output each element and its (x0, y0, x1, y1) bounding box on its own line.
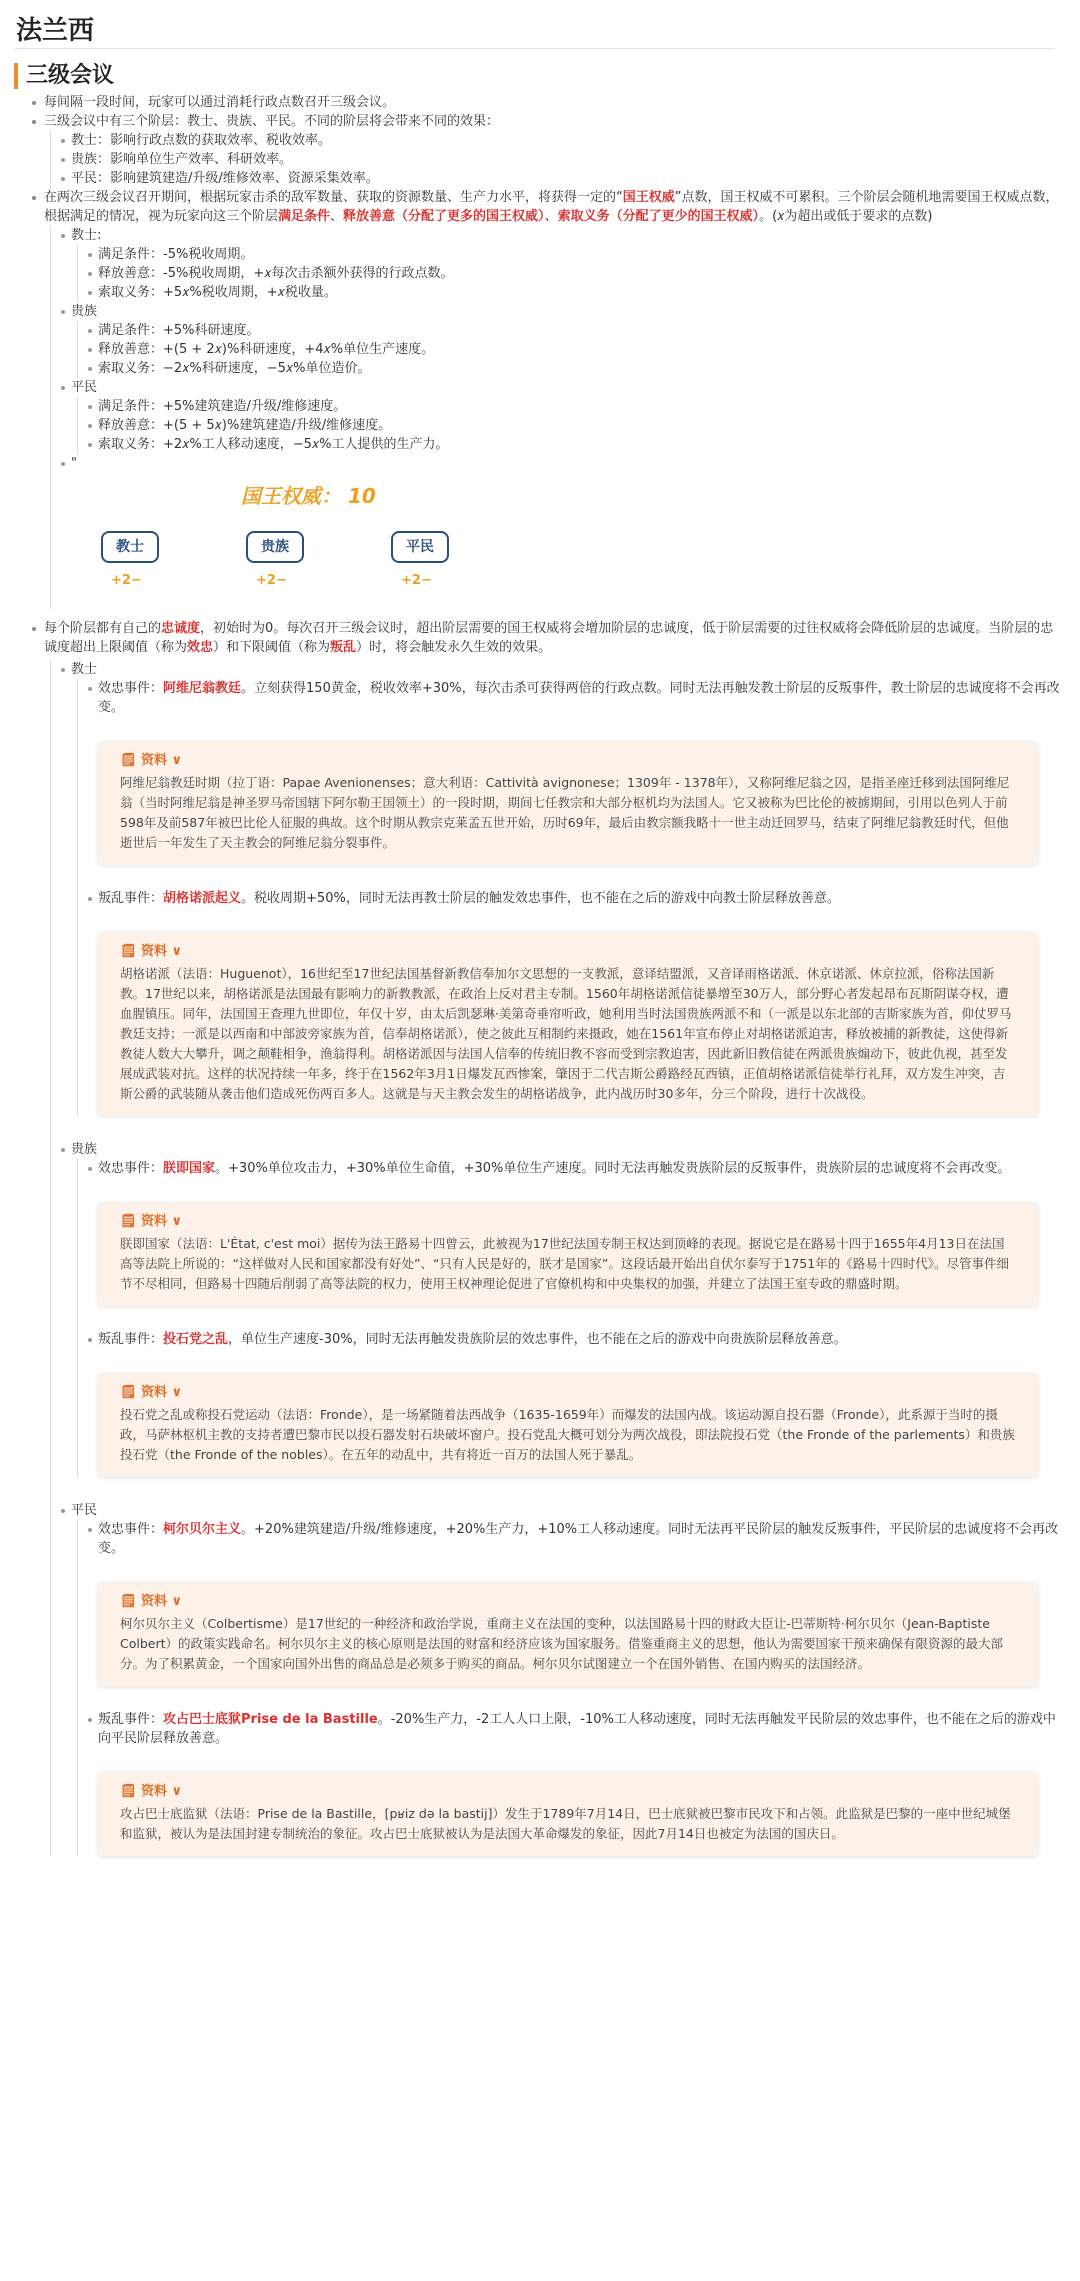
event-name: 攻占巴士底狱Prise de la Bastille (163, 1712, 378, 1727)
nobility-box: 贵族 (246, 531, 304, 563)
list-item: 满足条件：+5%建筑建造/升级/维修速度。 (78, 397, 1064, 416)
event-item: 效忠事件：柯尔贝尔主义。+20%建筑建造/升级/维修速度，+20%生产力，+10%工人移动速度。同时无法再平民阶层的触发反叛事件，平民阶层的忠诚度将不会再改变。 🗒 资料 ∨ 柯尔贝尔主义（Colbertisme）是17世纪的一种经济和政治学说，重商主义在法国的变种，以法国路易十四的财政大臣让-巴蒂斯特·柯尔贝尔（Jean-Baptiste Colbert）的政策实践命名。柯尔贝尔主义的核心原则是法国的财富和经济应该为国家服务。借鉴重商主义的思想，他认为需要国家干预来确保有限资源的最大部分。为了积累黄金，一个国家向国外出售的商品总是必须多于购买的商品。柯尔贝尔试图建立一个在国外销售、在国内购买的法国经济。 (78, 1520, 1064, 1686)
event-name: 朕即国家 (163, 1161, 216, 1176)
commoners-value: +2− (401, 573, 432, 588)
list-item: 满足条件：+5%科研速度。 (78, 321, 1064, 340)
document-icon: 🗒 (120, 944, 142, 959)
list-item: 在两次三级会议召开期间，根据玩家击杀的敌军数量、获取的资源数量、生产力水平，将获得一定的“国王权威”点数，国王权威不可累积。三个阶层会随机地需要国王权威点数，根据满足的情况，视为玩家向这三个阶层满足条件、释放善意（分配了更多的国王权威）、索取义务（分配了更少的国王权威）。(𝑥为超出或低于要求的点数) 教士: 满足条件：-5%税收周期。 释放善意：-5%税收周期，+𝑥每次击杀额外获得的行政点数。 索取义务：+5𝑥%税收周期，+𝑥税收量。 贵族 满足条件：+5%科研速度。 释放善意：+(5 + 2𝑥)%科研速度，+4𝑥%单位生产速度。 索取义务：−2𝑥%科研速度，−5𝑥%单位造价。 平民 满足条件：+5%建筑建造/升级/维修速度。 释放善意：+(5 + 5𝑥)%建筑建造/升级/维修速度。 索取义务：+2𝑥%工人移动速度，−5𝑥%工人提供的生产力。 " 国王权威： 10 教士 贵族 平民 +2− +2− +2− (14, 188, 1064, 609)
callout-toggle[interactable]: 🗒 资料 ∨ (120, 753, 183, 768)
event-name: 阿维尼翁教廷 (163, 681, 242, 696)
info-callout: 🗒 资料 ∨ 胡格诺派（法语：Huguenot），16世纪至17世纪法国基督新教信奉加尔文思想的一支教派，意译结盟派，又音译雨格诺派、休京诺派、休京拉派，俗称法国新教。17世纪以来，胡格诺派是法国最有影响力的新教教派，在政治上反对君主专制。1560年胡格诺派信徒暴增至30万人，部分野心者发起昂布瓦斯阴谋夺权，遭血腥镇压。同年，法国国王查理九世即位，年仅十岁，由太后凯瑟琳·美第奇垂帘听政，她利用当时法国贵族两派不和（一派是以东北部的吉斯家族为首，仰仗罗马教廷支持；一派是以西南和中部波旁家族为首，信奉胡格诺派），使之彼此互相制约来摄政，她在1561年宣布停止对胡格诺派迫害，释放被捕的新教徒，这使得新教徒人数大大攀升，调之颠鞋相争，渔翁得利。胡格诺派因与法国人信奉的传统旧教不容而受到宗教迫害，因此新旧教信徒在两派贵族煽动下，彼此仇视，甚至发展成武装对抗。这样的状况持续一年多，终于在1562年3月1日爆发瓦西惨案，肇因于二代吉斯公爵路经瓦西镇，正值胡格诺派信徒举行礼拜，双方发生冲突，吉斯公爵的武装随从袭击他们造成死伤两百多人。这就是与天主教会发生的胡格诺战争，此内战历时30多年，分三个阶段，进行十次战役。 (98, 932, 1038, 1116)
document-icon: 🗒 (120, 1385, 142, 1400)
callout-toggle[interactable]: 🗒 资料 ∨ (120, 1594, 183, 1609)
info-callout: 🗒 资料 ∨ 朕即国家（法语：L'État, c'est moi）据传为法王路易十四曾云，此被视为17世纪法国专制王权达到顶峰的表现。据说它是在路易十四于1655年4月13日在法国高等法院上所说的：“这样做对人民和国家都没有好处”、“只有人民是好的，朕才是国家”。这段话最开始出自伏尔泰写于1751年的《路易十四时代》。尽管事件细节不尽相同，但路易十四随后削弱了高等法院的权力，使用王权神理论促进了官僚机构和中央集权的加强，并建立了法国王室专政的鼎盛时期。 (98, 1202, 1038, 1306)
list-item: 索取义务：+5𝑥%税收周期，+𝑥税收量。 (78, 283, 1064, 302)
info-callout: 🗒 资料 ∨ 柯尔贝尔主义（Colbertisme）是17世纪的一种经济和政治学说，重商主义在法国的变种，以法国路易十四的财政大臣让-巴蒂斯特·柯尔贝尔（Jean-Baptiste Colbert）的政策实践命名。柯尔贝尔主义的核心原则是法国的财富和经济应该为国家服务。借鉴重商主义的思想，他认为需要国家干预来确保有限资源的最大部分。为了积累黄金，一个国家向国外出售的商品总是必须多于购买的商品。柯尔贝尔试图建立一个在国外销售、在国内购买的法国经济。 (98, 1582, 1038, 1686)
list-item: 释放善意：-5%税收周期，+𝑥每次击杀额外获得的行政点数。 (78, 264, 1064, 283)
callout-toggle[interactable]: 🗒 资料 ∨ (120, 1784, 183, 1799)
page-title: 法兰西 (16, 16, 95, 46)
list-item: 释放善意：+(5 + 5𝑥)%建筑建造/升级/维修速度。 (78, 416, 1064, 435)
event-name: 胡格诺派起义 (163, 891, 242, 906)
list-item: 索取义务：−2𝑥%科研速度，−5𝑥%单位造价。 (78, 359, 1064, 378)
estate-clergy: 教士: 满足条件：-5%税收周期。 释放善意：-5%税收周期，+𝑥每次击杀额外获得的行政点数。 索取义务：+5𝑥%税收周期，+𝑥税收量。 (51, 226, 1064, 302)
list-item: 索取义务：+2𝑥%工人移动速度，−5𝑥%工人提供的生产力。 (78, 435, 1064, 454)
document-page (14, 0, 1064, 1880)
event-name: 投石党之乱 (163, 1332, 229, 1347)
event-name: 柯尔贝尔主义 (163, 1522, 242, 1537)
event-item: 效忠事件：阿维尼翁教廷。立刻获得150黄金，税收效率+30%，每次击杀可获得两倍的行政点数。同时无法再触发教士阶层的反叛事件，教士阶层的忠诚度将不会再改变。 🗒 资料 ∨ 阿维尼翁教廷时期（拉丁语：Papae Avenionenses；意大利语：Cattività avignonese；1309年 - 1378年），又称阿维尼翁之囚，是指圣座迁移到法国阿维尼翁（当时阿维尼翁是神圣罗马帝国辖下阿尔勒王国领土）的一段时期，期间七任教宗和大部分枢机均为法国人。它又被称为巴比伦的被掳期间，引用以色列人于前598年及前587年被巴比伦人征服的典故。这个时期从教宗克莱孟五世开始，历时69年，最后由教宗额我略十一世主动迁回罗马，结束了阿维尼翁教廷时代，但他逝世后一年发生了天主教会的阿维尼翁分裂事件。 (78, 679, 1064, 865)
list-item: 教士：影响行政点数的获取效率、税收效率。 (51, 131, 1064, 150)
estate-effects-list (50, 131, 1064, 188)
document-icon: 🗒 (120, 753, 142, 768)
estate-rules-list (50, 226, 1064, 609)
document-icon: 🗒 (120, 1214, 142, 1229)
title-divider (14, 48, 1054, 49)
callout-toggle[interactable]: 🗒 资料 ∨ (120, 944, 183, 959)
callout-toggle[interactable]: 🗒 资料 ∨ (120, 1385, 183, 1400)
group-clergy: 教士 效忠事件：阿维尼翁教廷。立刻获得150黄金，税收效率+30%，每次击杀可获得两倍的行政点数。同时无法再触发教士阶层的反叛事件，教士阶层的忠诚度将不会再改变。 🗒 资料 ∨ 阿维尼翁教廷时期（拉丁语：Papae Avenionenses；意大利语：Cattività avignonese；1309年 - 1378年），又称阿维尼翁之囚，是指圣座迁移到法国阿维尼翁（当时阿维尼翁是神圣罗马帝国辖下阿尔勒王国领土）的一段时期，期间七任教宗和大部分枢机均为法国人。它又被称为巴比伦的被掳期间，引用以色列人于前598年及前587年被巴比伦人征服的典故。这个时期从教宗克莱孟五世开始，历时69年，最后由教宗额我略十一世主动迁回罗马，结束了阿维尼翁教廷时代，但他逝世后一年发生了天主教会的阿维尼翁分裂事件。 叛乱事件：胡格诺派起义。税收周期+50%，同时无法再教士阶层的触发效忠事件，也不能在之后的游戏中向教士阶层释放善意。 🗒 资料 ∨ 胡格诺派（法语：Huguenot），16世纪至17世纪法国基督新教信奉加尔文思想的一支教派，意译结盟派，又音译雨格诺派、休京诺派、休京拉派，俗称法国新教。17世纪以来，胡格诺派是法国最有影响力的新教教派，在政治上反对君主专制。1560年胡格诺派信徒暴增至30万人，部分野心者发起昂布瓦斯阴谋夺权，遭血腥镇压。同年，法国国王查理九世即位，年仅十岁，由太后凯瑟琳·美第奇垂帘听政，她利用当时法国贵族两派不和（一派是以东北部的吉斯家族为首，仰仗罗马教廷支持；一派是以西南和中部波旁家族为首，信奉胡格诺派），使之彼此互相制约来摄政，她在1561年宣布停止对胡格诺派迫害，释放被捕的新教徒，这使得新教徒人数大大攀升，调之颠鞋相争，渔翁得利。胡格诺派因与法国人信奉的传统旧教不容而受到宗教迫害，因此新旧教信徒在两派贵族煽动下，彼此仇视，甚至发展成武装对抗。这样的状况持续一年多，终于在1562年3月1日爆发瓦西惨案，肇因于二代吉斯公爵路经瓦西镇，正值胡格诺派信徒举行礼拜，双方发生冲突，吉斯公爵的武装随从袭击他们造成死伤两百多人。这就是与天主教会发生的胡格诺战争，此内战历时30多年，分三个阶段，进行十次战役。 (51, 660, 1064, 1116)
info-callout: 🗒 资料 ∨ 阿维尼翁教廷时期（拉丁语：Papae Avenionenses；意大利语：Cattività avignonese；1309年 - 1378年），又称阿维尼翁之囚，是指圣座迁移到法国阿维尼翁（当时阿维尼翁是神圣罗马帝国辖下阿尔勒王国领土）的一段时期，期间七任教宗和大部分枢机均为法国人。它又被称为巴比伦的被掳期间，引用以色列人于前598年及前587年被巴比伦人征服的典故。这个时期从教宗克莱孟五世开始，历时69年，最后由教宗额我略十一世主动迁回罗马，结束了阿维尼翁教廷时代，但他逝世后一年发生了天主教会的阿维尼翁分裂事件。 (98, 741, 1038, 865)
list-item: 每间隔一段时间，玩家可以通过消耗行政点数召开三级会议。 (14, 93, 1064, 112)
estate-commoners: 平民 满足条件：+5%建筑建造/升级/维修速度。 释放善意：+(5 + 5𝑥)%建筑建造/升级/维修速度。 索取义务：+2𝑥%工人移动速度，−5𝑥%工人提供的生产力。 (51, 378, 1064, 454)
estate-nobility: 贵族 满足条件：+5%科研速度。 释放善意：+(5 + 2𝑥)%科研速度，+4𝑥%单位生产速度。 索取义务：−2𝑥%科研速度，−5𝑥%单位造价。 (51, 302, 1064, 378)
info-callout: 🗒 资料 ∨ 投石党之乱或称投石党运动（法语：Fronde），是一场紧随着法西战争（1635-1659年）而爆发的法国内战。该运动源自投石器（Fronde），此系源于当时的摄政，马萨林枢机主教的支持者遭巴黎市民以投石器发射石块破坏窗户。投石党乱大概可划分为两次战役，即法院投石党（the Fronde of the parlements）和贵族投石党（the Fronde of the nobles）。在五年的动乱中，共有将近一百万的法国人死于暴乱。 (98, 1373, 1038, 1477)
main-list (14, 93, 1064, 1856)
royal-authority-label: 国王权威： 10 (241, 484, 376, 508)
event-item: 效忠事件：朕即国家。+30%单位攻击力，+30%单位生命值，+30%单位生产速度。同时无法再触发贵族阶层的反叛事件，贵族阶层的忠诚度将不会再改变。 🗒 资料 ∨ 朕即国家（法语：L'État, c'est moi）据传为法王路易十四曾云，此被视为17世纪法国专制王权达到顶峰的表现。据说它是在路易十四于1655年4月13日在法国高等法院上所说的：“这样做对人民和国家都没有好处”、“只有人民是好的，朕才是国家”。这段话最开始出自伏尔泰写于1751年的《路易十四时代》。尽管事件细节不尽相同，但路易十四随后削弱了高等法院的权力，使用王权神理论促进了官僚机构和中央集权的加强，并建立了法国王室专政的鼎盛时期。 (78, 1159, 1064, 1306)
info-callout: 🗒 资料 ∨ 攻占巴士底监狱（法语：Prise de la Bastille，[pʁiz də la bastij]）发生于1789年7月14日，巴士底狱被巴黎市民攻下和占领。此监狱是巴黎的一座中世纪城堡和监狱，被认为是法国封建专制统治的象征。攻占巴士底狱被认为是法国大革命爆发的象征，因此7月14日也被定为法国的国庆日。 (98, 1772, 1038, 1856)
list-item: 平民：影响建筑建造/升级/维修效率、资源采集效率。 (51, 169, 1064, 188)
list-item: 每个阶层都有自己的忠诚度，初始时为0。每次召开三级会议时，超出阶层需要的国王权威将会增加阶层的忠诚度，低于阶层需要的过往权威将会降低阶层的忠诚度。当阶层的忠诚度超出上限阈值（称为效忠）和下限阈值（称为叛乱）时，将会触发永久生效的效果。 教士 效忠事件：阿维尼翁教廷。立刻获得150黄金，税收效率+30%，每次击杀可获得两倍的行政点数。同时无法再触发教士阶层的反叛事件，教士阶层的忠诚度将不会再改变。 🗒 资料 ∨ 阿维尼翁教廷时期（拉丁语：Papae Avenionenses；意大利语：Cattività avignonese；1309年 - 1378年），又称阿维尼翁之囚，是指圣座迁移到法国阿维尼翁（当时阿维尼翁是神圣罗马帝国辖下阿尔勒王国领土）的一段时期，期间七任教宗和大部分枢机均为法国人。它又被称为巴比伦的被掳期间，引用以色列人于前598年及前587年被巴比伦人征服的典故。这个时期从教宗克莱孟五世开始，历时69年，最后由教宗额我略十一世主动迁回罗马，结束了阿维尼翁教廷时代，但他逝世后一年发生了天主教会的阿维尼翁分裂事件。 叛乱事件：胡格诺派起义。税收周期+50%，同时无法再教士阶层的触发效忠事件，也不能在之后的游戏中向教士阶层释放善意。 🗒 资料 ∨ 胡格诺派（法语：Huguenot），16世纪至17世纪法国基督新教信奉加尔文思想的一支教派，意译结盟派，又音译雨格诺派、休京诺派、休京拉派，俗称法国新教。17世纪以来，胡格诺派是法国最有影响力的新教教派，在政治上反对君主专制。1560年胡格诺派信徒暴增至30万人，部分野心者发起昂布瓦斯阴谋夺权，遭血腥镇压。同年，法国国王查理九世即位，年仅十岁，由太后凯瑟琳·美第奇垂帘听政，她利用当时法国贵族两派不和（一派是以东北部的吉斯家族为首，仰仗罗马教廷支持；一派是以西南和中部波旁家族为首，信奉胡格诺派），使之彼此互相制约来摄政，她在1561年宣布停止对胡格诺派迫害，释放被捕的新教徒，这使得新教徒人数大大攀升，调之颠鞋相争，渔翁得利。胡格诺派因与法国人信奉的传统旧教不容而受到宗教迫害，因此新旧教信徒在两派贵族煽动下，彼此仇视，甚至发展成武装对抗。这样的状况持续一年多，终于在1562年3月1日爆发瓦西惨案，肇因于二代吉斯公爵路经瓦西镇，正值胡格诺派信徒举行礼拜，双方发生冲突，吉斯公爵的武装随从袭击他们造成死伤两百多人。这就是与天主教会发生的胡格诺战争，此内战历时30多年，分三个阶段，进行十次战役。 贵族 效忠事件：朕即国家。+30%单位攻击力，+30%单位生命值，+30%单位生产速度。同时无法再触发贵族阶层的反叛事件，贵族阶层的忠诚度将不会再改变。 🗒 资料 ∨ 朕即国家（法语：L'État, c'est moi）据传为法王路易十四曾云，此被视为17世纪法国专制王权达到顶峰的表现。据说它是在路易十四于1655年4月13日在法国高等法院上所说的：“这样做对人民和国家都没有好处”、“只有人民是好的，朕才是国家”。这段话最开始出自伏尔泰写于1751年的《路易十四时代》。尽管事件细节不尽相同，但路易十四随后削弱了高等法院的权力，使用王权神理论促进了官僚机构和中央集权的加强，并建立了法国王室专政的鼎盛时期。 叛乱事件：投石党之乱，单位生产速度-30%，同时无法再触发贵族阶层的效忠事件，也不能在之后的游戏中向贵族阶层释放善意。 🗒 资料 ∨ 投石党之乱或称投石党运动（法语：Fronde），是一场紧随着法西战争（1635-1659年）而爆发的法国内战。该运动源自投石器（Fronde），此系源于当时的摄政，马萨林枢机主教的支持者遭巴黎市民以投石器发射石块破坏窗户。投石党乱大概可划分为两次战役，即法院投石党（the Fronde of the parlements）和贵族投石党（the Fronde of the nobles）。在五年的动乱中，共有将近一百万的法国人死于暴乱。 平民 效忠事件：柯尔贝尔主义。+20%建筑建造/升级/维修速度，+20%生产力，+10%工人移动速度。同时无法再平民阶层的触发反叛事件，平民阶层的忠诚度将不会再改变。 🗒 资料 ∨ 柯尔贝尔主义（Colbertisme）是17世纪的一种经济和政治学说，重商主义在法国的变种，以法国路易十四的财政大臣让-巴蒂斯特·柯尔贝尔（Jean-Baptiste Colbert）的政策实践命名。柯尔贝尔主义的核心原则是法国的财富和经济应该为国家服务。借鉴重商主义的思想，他认为需要国家干预来确保有限资源的最大部分。为了积累黄金，一个国家向国外出售的商品总是必须多于购买的商品。柯尔贝尔试图建立一个在国外销售、在国内购买的法国经济。 叛乱事件：攻占巴士底狱Prise de la Bastille。-20%生产力，-2工人人口上限，-10%工人移动速度，同时无法再触发平民阶层的效忠事件，也不能在之后的游戏中向平民阶层释放善意。 🗒 资料 ∨ 攻占巴士底监狱（法语：Prise de la Bastille，[pʁiz də la bastij]）发生于1789年7月14日，巴士底狱被巴黎市民攻下和占领。此监狱是巴黎的一座中世纪城堡和监狱，被认为是法国封建专制统治的象征。攻占巴士底狱被认为是法国大革命爆发的象征，因此7月14日也被定为法国的国庆日。 (14, 619, 1064, 1856)
group-commoners: 平民 效忠事件：柯尔贝尔主义。+20%建筑建造/升级/维修速度，+20%生产力，+10%工人移动速度。同时无法再平民阶层的触发反叛事件，平民阶层的忠诚度将不会再改变。 🗒 资料 ∨ 柯尔贝尔主义（Colbertisme）是17世纪的一种经济和政治学说，重商主义在法国的变种，以法国路易十四的财政大臣让-巴蒂斯特·柯尔贝尔（Jean-Baptiste Colbert）的政策实践命名。柯尔贝尔主义的核心原则是法国的财富和经济应该为国家服务。借鉴重商主义的思想，他认为需要国家干预来确保有限资源的最大部分。为了积累黄金，一个国家向国外出售的商品总是必须多于购买的商品。柯尔贝尔试图建立一个在国外销售、在国内购买的法国经济。 叛乱事件：攻占巴士底狱Prise de la Bastille。-20%生产力，-2工人人口上限，-10%工人移动速度，同时无法再触发平民阶层的效忠事件，也不能在之后的游戏中向平民阶层释放善意。 🗒 资料 ∨ 攻占巴士底监狱（法语：Prise de la Bastille，[pʁiz də la bastij]）发生于1789年7月14日，巴士底狱被巴黎市民攻下和占领。此监狱是巴黎的一座中世纪城堡和监狱，被认为是法国封建专制统治的象征。攻占巴士底狱被认为是法国大革命爆发的象征，因此7月14日也被定为法国的国庆日。 (51, 1501, 1064, 1856)
list-item: 满足条件：-5%税收周期。 (78, 245, 1064, 264)
event-item: 叛乱事件：胡格诺派起义。税收周期+50%，同时无法再教士阶层的触发效忠事件，也不能在之后的游戏中向教士阶层释放善意。 🗒 资料 ∨ 胡格诺派（法语：Huguenot），16世纪至17世纪法国基督新教信奉加尔文思想的一支教派，意译结盟派，又音译雨格诺派、休京诺派、休京拉派，俗称法国新教。17世纪以来，胡格诺派是法国最有影响力的新教教派，在政治上反对君主专制。1560年胡格诺派信徒暴增至30万人，部分野心者发起昂布瓦斯阴谋夺权，遭血腥镇压。同年，法国国王查理九世即位，年仅十岁，由太后凯瑟琳·美第奇垂帘听政，她利用当时法国贵族两派不和（一派是以东北部的吉斯家族为首，仰仗罗马教廷支持；一派是以西南和中部波旁家族为首，信奉胡格诺派），使之彼此互相制约来摄政，她在1561年宣布停止对胡格诺派迫害，释放被捕的新教徒，这使得新教徒人数大大攀升，调之颠鞋相争，渔翁得利。胡格诺派因与法国人信奉的传统旧教不容而受到宗教迫害，因此新旧教信徒在两派贵族煽动下，彼此仇视，甚至发展成武装对抗。这样的状况持续一年多，终于在1562年3月1日爆发瓦西惨案，肇因于二代吉斯公爵路经瓦西镇，正值胡格诺派信徒举行礼拜，双方发生冲突，吉斯公爵的武装随从袭击他们造成死伤两百多人。这就是与天主教会发生的胡格诺战争，此内战历时30多年，分三个阶段，进行十次战役。 (78, 889, 1064, 1116)
commoners-box: 平民 (391, 531, 449, 563)
group-nobility: 贵族 效忠事件：朕即国家。+30%单位攻击力，+30%单位生命值，+30%单位生产速度。同时无法再触发贵族阶层的反叛事件，贵族阶层的忠诚度将不会再改变。 🗒 资料 ∨ 朕即国家（法语：L'État, c'est moi）据传为法王路易十四曾云，此被视为17世纪法国专制王权达到顶峰的表现。据说它是在路易十四于1655年4月13日在法国高等法院上所说的：“这样做对人民和国家都没有好处”、“只有人民是好的，朕才是国家”。这段话最开始出自伏尔泰写于1751年的《路易十四时代》。尽管事件细节不尽相同，但路易十四随后削弱了高等法院的权力，使用王权神理论促进了官僚机构和中央集权的加强，并建立了法国王室专政的鼎盛时期。 叛乱事件：投石党之乱，单位生产速度-30%，同时无法再触发贵族阶层的效忠事件，也不能在之后的游戏中向贵族阶层释放善意。 🗒 资料 ∨ 投石党之乱或称投石党运动（法语：Fronde），是一场紧随着法西战争（1635-1659年）而爆发的法国内战。该运动源自投石器（Fronde），此系源于当时的摄政，马萨林枢机主教的支持者遭巴黎市民以投石器发射石块破坏窗户。投石党乱大概可划分为两次战役，即法院投石党（the Fronde of the parlements）和贵族投石党（the Fronde of the nobles）。在五年的动乱中，共有将近一百万的法国人死于暴乱。 (51, 1140, 1064, 1477)
event-item: 叛乱事件：投石党之乱，单位生产速度-30%，同时无法再触发贵族阶层的效忠事件，也不能在之后的游戏中向贵族阶层释放善意。 🗒 资料 ∨ 投石党之乱或称投石党运动（法语：Fronde），是一场紧随着法西战争（1635-1659年）而爆发的法国内战。该运动源自投石器（Fronde），此系源于当时的摄政，马萨林枢机主教的支持者遭巴黎市民以投石器发射石块破坏窗户。投石党乱大概可划分为两次战役，即法院投石党（the Fronde of the parlements）和贵族投石党（the Fronde of the nobles）。在五年的动乱中，共有将近一百万的法国人死于暴乱。 (78, 1330, 1064, 1477)
document-icon: 🗒 (120, 1594, 142, 1609)
royal-authority-term: 国王权威 (622, 190, 675, 205)
document-icon: 🗒 (120, 1784, 142, 1799)
royal-authority-sketch (71, 479, 1064, 609)
clergy-value: +2− (111, 573, 142, 588)
loyalty-groups (50, 660, 1064, 1856)
nobility-value: +2− (256, 573, 287, 588)
list-item: 三级会议中有三个阶层：教士、贵族、平民。不同的阶层将会带来不同的效果： 教士：影响行政点数的获取效率、税收效率。 贵族：影响单位生产效率、科研效率。 平民：影响建筑建造/升级/维修效率、资源采集效率。 (14, 112, 1064, 188)
drawing-item: " 国王权威： 10 教士 贵族 平民 +2− +2− +2− (51, 454, 1064, 609)
callout-toggle[interactable]: 🗒 资料 ∨ (120, 1214, 183, 1229)
list-item: 贵族：影响单位生产效率、科研效率。 (51, 150, 1064, 169)
clergy-box: 教士 (101, 531, 159, 563)
list-item: 释放善意：+(5 + 2𝑥)%科研速度，+4𝑥%单位生产速度。 (78, 340, 1064, 359)
section-heading: 三级会议 (14, 63, 1064, 89)
event-item: 叛乱事件：攻占巴士底狱Prise de la Bastille。-20%生产力，-2工人人口上限，-10%工人移动速度，同时无法再触发平民阶层的效忠事件，也不能在之后的游戏中向平民阶层释放善意。 🗒 资料 ∨ 攻占巴士底监狱（法语：Prise de la Bastille，[pʁiz də la bastij]）发生于1789年7月14日，巴士底狱被巴黎市民攻下和占领。此监狱是巴黎的一座中世纪城堡和监狱，被认为是法国封建专制统治的象征。攻占巴士底狱被认为是法国大革命爆发的象征，因此7月14日也被定为法国的国庆日。 (78, 1710, 1064, 1856)
